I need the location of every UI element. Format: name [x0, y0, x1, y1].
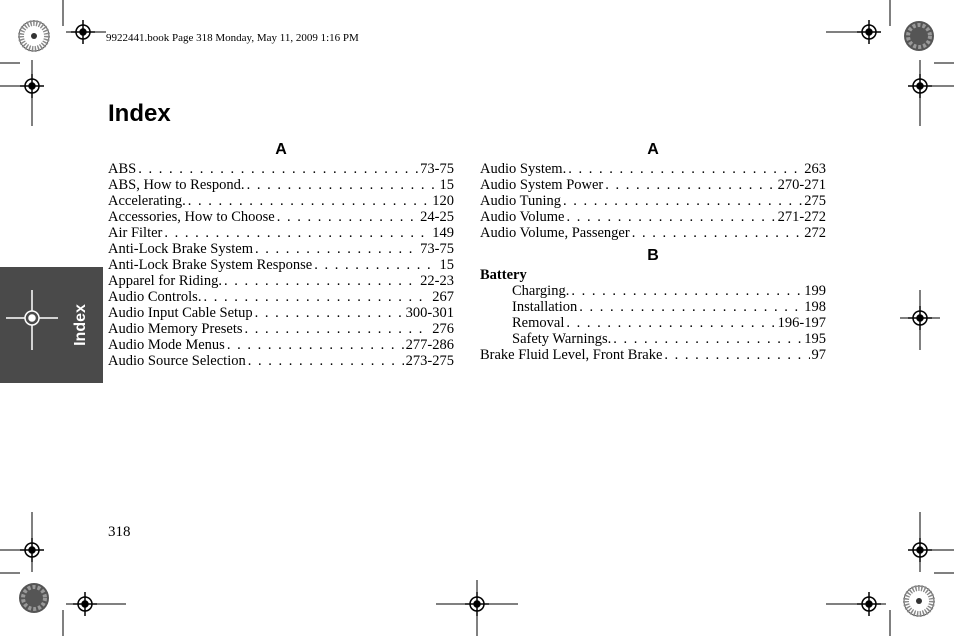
entry-label: Audio Source Selection: [108, 353, 246, 369]
entry-label: Audio Volume: [480, 209, 565, 225]
entry-label: Audio Volume, Passenger: [480, 225, 630, 241]
entry-label: Anti-Lock Brake System: [108, 241, 253, 257]
index-entry: [108, 305, 454, 321]
dot-leader: [247, 177, 438, 193]
index-entry: [108, 193, 454, 209]
index-entry: [108, 289, 454, 305]
entry-label: Audio Mode Menus: [108, 337, 225, 353]
entry-label: Audio System.: [480, 161, 567, 177]
dot-leader: [632, 225, 803, 241]
dot-leader: [203, 289, 430, 305]
dot-leader: [248, 353, 404, 369]
letter-heading: A: [275, 141, 287, 158]
entry-label: Accelerating.: [108, 193, 186, 209]
dot-leader: [138, 161, 418, 177]
index-entry: [480, 177, 826, 193]
entry-page: 195: [804, 331, 826, 347]
entry-page: 271-272: [777, 209, 826, 225]
entry-label: Audio System Power: [480, 177, 604, 193]
index-entry: [480, 161, 826, 177]
entry-label: Removal: [512, 315, 565, 331]
dot-leader: [255, 241, 418, 257]
entry-label: ABS: [108, 161, 137, 177]
entry-page: 199: [804, 283, 826, 299]
entry-label: Installation: [512, 299, 578, 315]
index-entry: [108, 209, 454, 225]
entry-page: 300-301: [405, 305, 454, 321]
entry-page: 15: [439, 257, 454, 273]
entry-page: 24-25: [420, 209, 454, 225]
index-entry: [108, 321, 454, 337]
entry-page: 275: [804, 193, 826, 209]
page-title: Index: [108, 100, 171, 127]
index-entry: [108, 225, 454, 241]
dot-leader: [605, 177, 775, 193]
dot-leader: [227, 337, 404, 353]
entry-page: 73-75: [420, 241, 454, 257]
entry-page: 120: [432, 193, 454, 209]
index-sub-entry: [480, 283, 826, 299]
entry-list: [480, 161, 826, 241]
page-number: 318: [108, 524, 131, 540]
index-entry: [480, 193, 826, 209]
entry-page: 15: [439, 177, 454, 193]
entry-label: Audio Tuning: [480, 193, 561, 209]
entry-page: 277-286: [405, 337, 454, 353]
entry-label: ABS, How to Respond.: [108, 177, 245, 193]
entry-label: Audio Controls.: [108, 289, 202, 305]
entry-page: 272: [804, 225, 826, 241]
entry-list: [108, 161, 454, 369]
index-sub-entry: [480, 299, 826, 315]
entry-page: 149: [432, 225, 454, 241]
dot-leader: [566, 315, 775, 331]
entry-page: 22-23: [420, 273, 454, 289]
entry-page: 263: [804, 161, 826, 177]
dot-leader: [566, 209, 775, 225]
entry-page: 196-197: [777, 315, 826, 331]
dot-leader: [314, 257, 437, 273]
entry-label: Audio Memory Presets: [108, 321, 243, 337]
index-entry: [108, 241, 454, 257]
dot-leader: [164, 225, 430, 241]
index-entry: [108, 177, 454, 193]
index-entry: [480, 225, 826, 241]
index-column-left: [108, 140, 454, 369]
dot-leader: [568, 161, 802, 177]
index-entry: [108, 257, 454, 273]
dot-leader: [277, 209, 418, 225]
running-head: 9922441.book Page 318 Monday, May 11, 2009 1:16 PM: [106, 32, 359, 44]
index-entry: [480, 209, 826, 225]
dot-leader: [571, 283, 802, 299]
dot-leader: [579, 299, 802, 315]
dot-leader: [188, 193, 431, 209]
entry-list: [480, 347, 826, 363]
dot-leader: [613, 331, 802, 347]
entry-label: Audio Input Cable Setup: [108, 305, 253, 321]
entry-label: Brake Fluid Level, Front Brake: [480, 347, 663, 363]
letter-heading: A: [647, 141, 659, 158]
entry-label: Charging.: [512, 283, 570, 299]
entry-page: 270-271: [777, 177, 826, 193]
entry-page: 73-75: [420, 161, 454, 177]
sub-entry-list: [480, 283, 826, 347]
index-entry: [108, 161, 454, 177]
dot-leader: [245, 321, 431, 337]
index-entry: [480, 347, 826, 363]
index-entry: [108, 273, 454, 289]
dot-leader: [664, 347, 809, 363]
entry-group-heading: Battery: [480, 267, 527, 283]
entry-page: 267: [432, 289, 454, 305]
index-sub-entry: [480, 315, 826, 331]
entry-page: 273-275: [405, 353, 454, 369]
index-sub-entry: [480, 331, 826, 347]
dot-leader: [563, 193, 802, 209]
index-entry: [108, 337, 454, 353]
entry-label: Safety Warnings.: [512, 331, 612, 347]
dot-leader: [224, 273, 418, 289]
index-entry: [108, 353, 454, 369]
index-column-right: [480, 140, 826, 363]
letter-heading: B: [647, 247, 659, 264]
entry-label: Apparel for Riding.: [108, 273, 222, 289]
section-tab-label: Index: [72, 304, 89, 346]
entry-label: Anti-Lock Brake System Response: [108, 257, 313, 273]
registration-target-icon: [6, 290, 58, 350]
entry-page: 198: [804, 299, 826, 315]
entry-page: 276: [432, 321, 454, 337]
entry-label: Air Filter: [108, 225, 163, 241]
entry-label: Accessories, How to Choose: [108, 209, 275, 225]
entry-page: 97: [811, 347, 826, 363]
dot-leader: [255, 305, 404, 321]
